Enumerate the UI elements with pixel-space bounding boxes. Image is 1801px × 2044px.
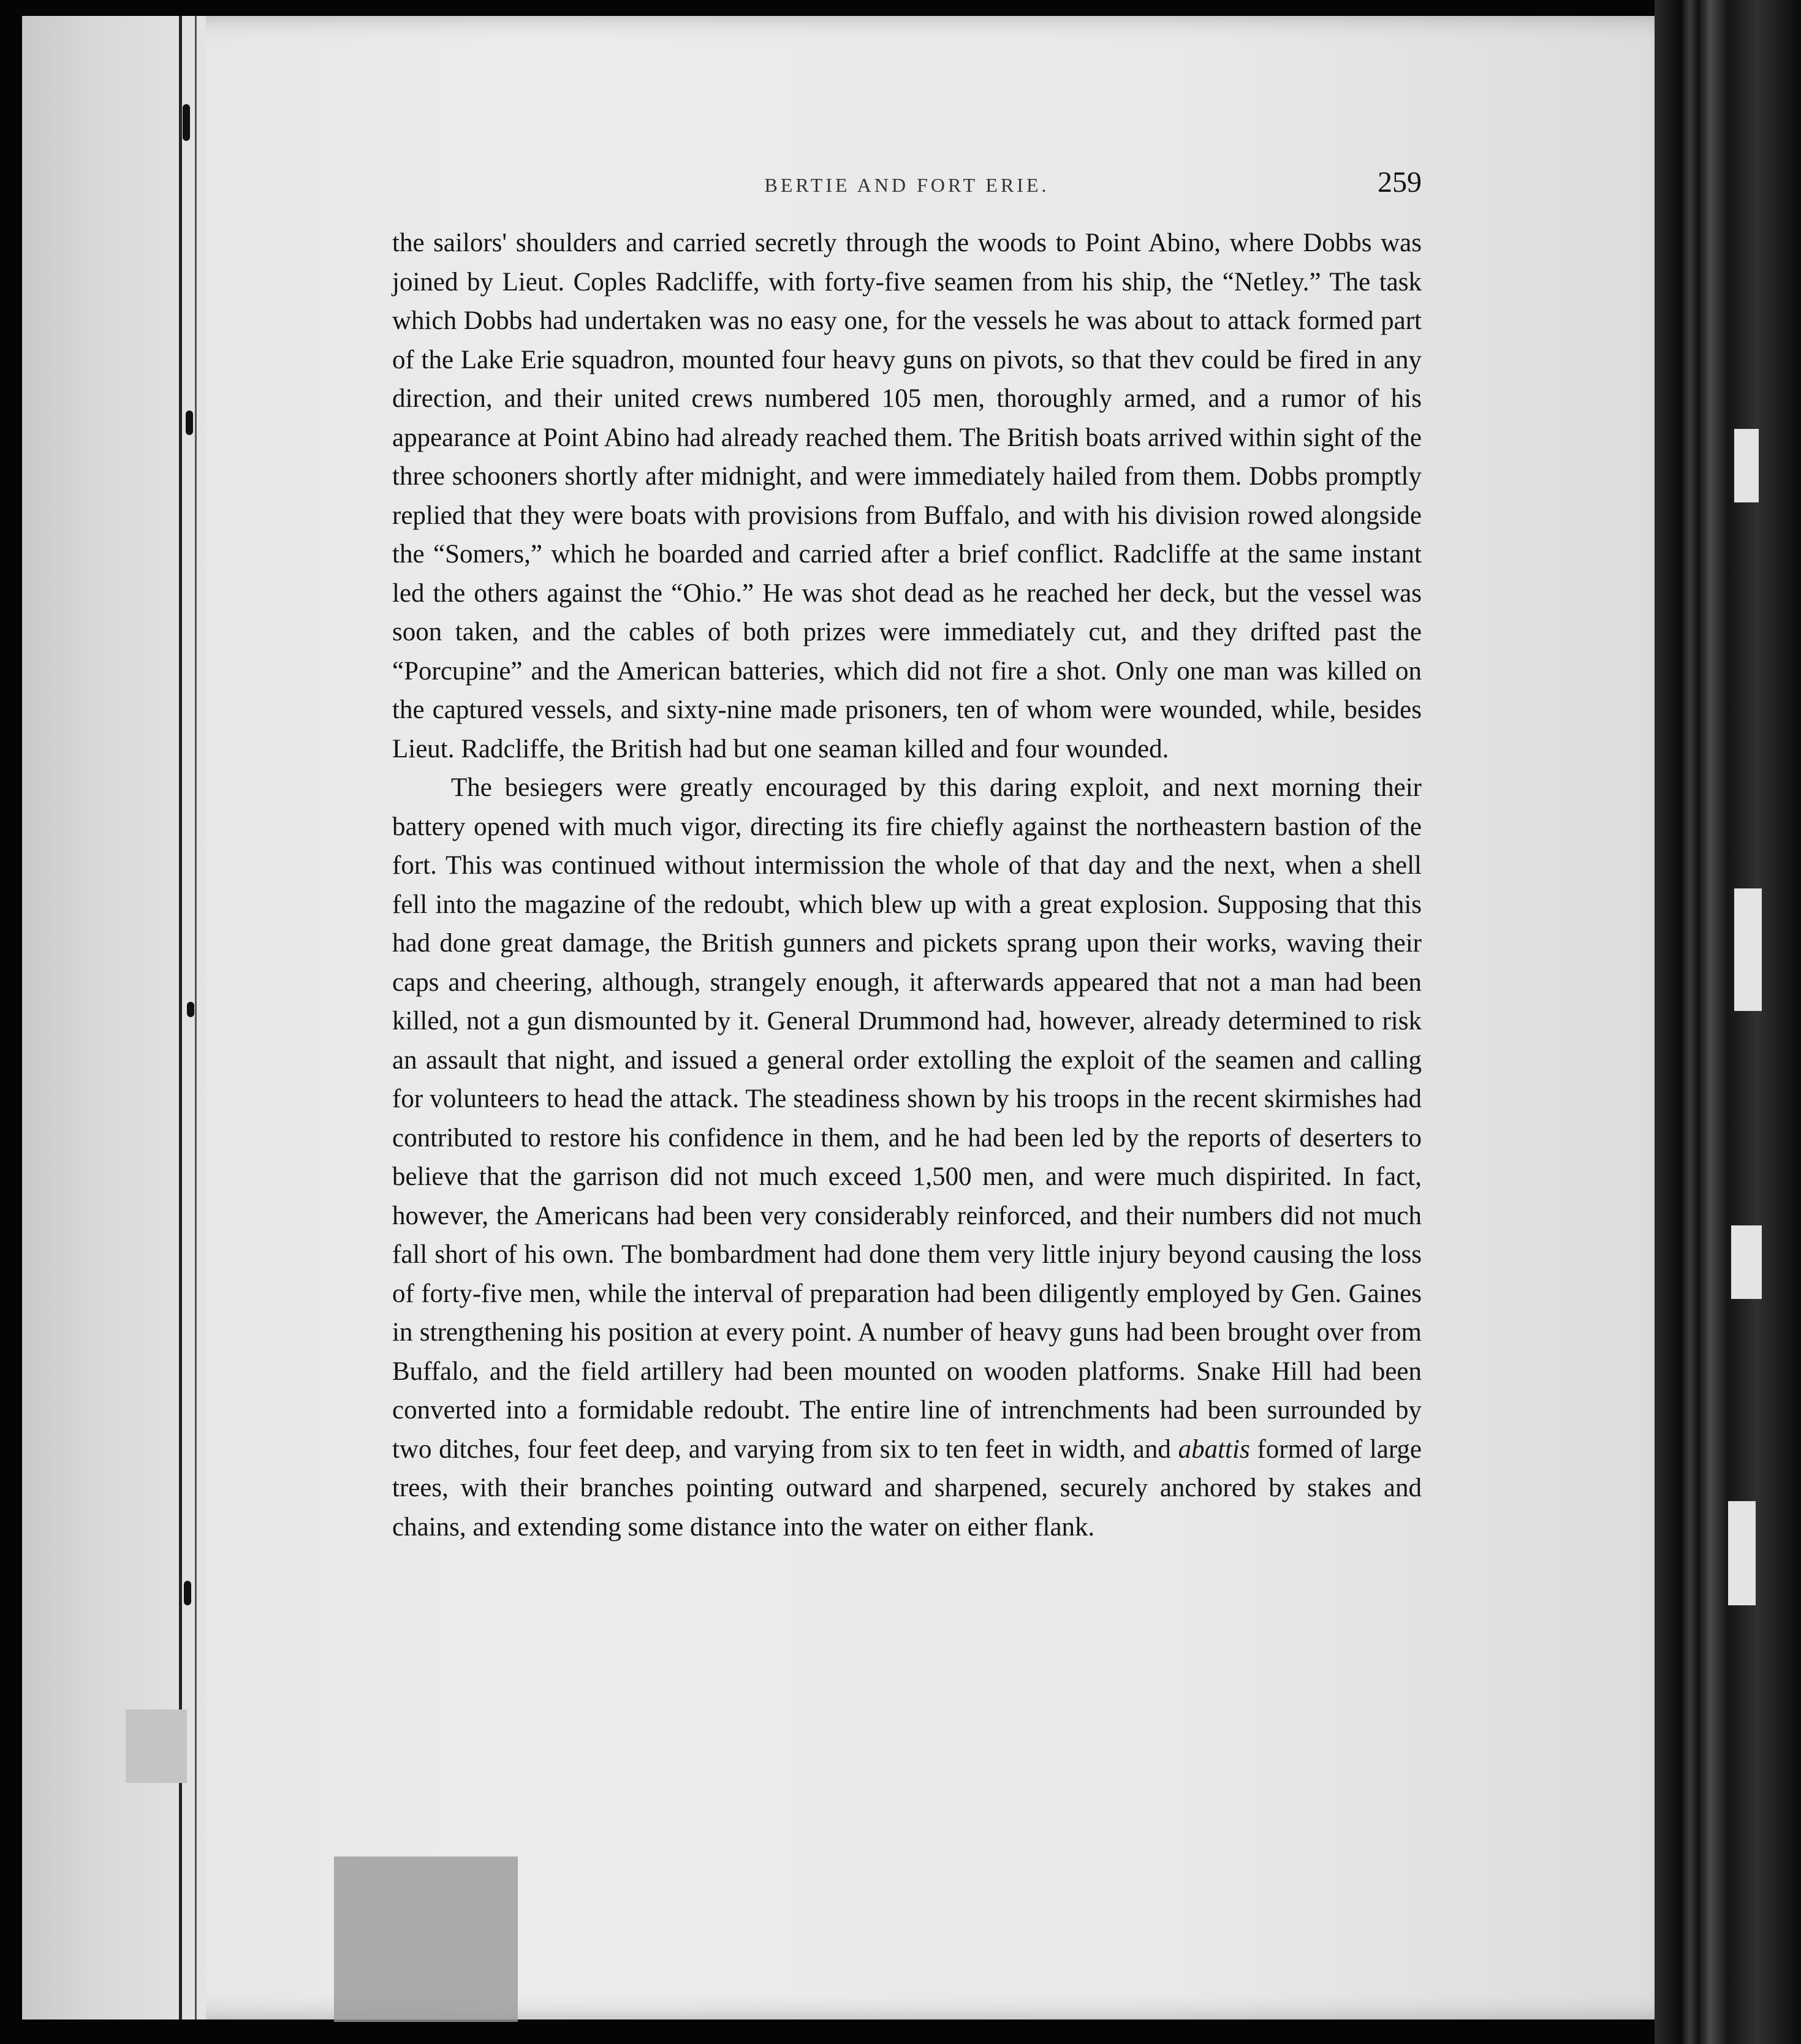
paragraph <box>392 768 1422 1546</box>
paragraph-text: The besiegers were greatly encouraged by this daring exploit, and next morning their battery opened with much vigor, directing its fire chiefly against the northeastern bastion of the fort. This was continued without intermission the whole of that day and the next, when a shell fell into the magazine of the redoubt, which blew up with a great explosion. Supposing that this had done great damage, the British gunners and pickets sprang upon their works, waving their caps and cheering, although, strangely enough, it afterwards appeared that not a man had been killed, not a gun dismounted by it. General Drummond had, however, already determined to risk an assault that night, and issued a general order extolling the exploit of the seamen and calling for volunteers to head the attack. The steadiness shown by his troops in the recent skirmishes had contributed to restore his confidence in them, and he had been led by the reports of deserters to believe that the garrison did not much exceed 1,500 men, and were much dispirited. In fact, however, the Americans had been very considerably reinforced, and their numbers did not much fall short of his own. The bombardment had done them very little injury beyond causing the loss of forty-five men, while the interval of preparation had been diligently employed by Gen. Gaines in strengthening his position at every point. A number of heavy guns had been brought over from Buffalo, and the field artillery had been mounted on wooden platforms. Snake Hill had been converted into a formidable redoubt. The entire line of intrenchments had been surrounded by two ditches, four feet deep, and varying from six to ten feet in width, and <box>392 773 1422 1464</box>
page-edge-fragment <box>1731 1225 1762 1299</box>
body-text <box>392 224 1422 1546</box>
running-head: BERTIE AND FORT ERIE. <box>764 174 1050 196</box>
gutter-fold-line-secondary <box>195 16 197 2019</box>
page-edge-fragment <box>1734 888 1762 1011</box>
binding-stitch-mark <box>186 411 193 435</box>
page-edge-fragment <box>1728 1501 1756 1605</box>
book-cover-edge <box>1655 0 1801 2044</box>
binding-stitch-mark <box>183 104 190 141</box>
paragraph <box>392 224 1422 768</box>
italic-text: abattis <box>1178 1434 1250 1464</box>
binding-stitch-mark <box>184 1581 191 1605</box>
page-header <box>392 165 1422 208</box>
paragraph-text: the sailors' shoulders and carried secretly through the woods to Point Abino, where Dobbs was joined by Lieut. Coples Radcliffe, with forty-five seamen from his ship, the “Netley.” The task which Dobbs had undertaken was no easy one, for the vessels he was about to attack formed part of the Lake Erie squadron, mounted four heavy guns on pivots, so that thev could be fired in any direction, and their united crews numbered 105 men, thoroughly armed, and a rumor of his appearance at Point Abino had already reached them. The British boats arrived within sight of the three schooners shortly after midnight, and were immediately hailed from them. Dobbs promptly replied that they were boats with provisions from Buffalo, and with his division rowed alongside the “Somers,” which he boarded and carried after a brief conflict. Radcliffe at the same instant led the others against the “Ohio.” He was shot dead as he reached her deck, but the vessel was soon taken, and the cables of both prizes were immediately cut, and they drifted past the “Porcupine” and the American batteries, which did not fire a shot. Only one man was killed on the captured vessels, and sixty-nine made prisoners, ten of whom were wounded, while, besides Lieut. Radcliffe, the British had but one seaman killed and four wounded. <box>392 229 1422 763</box>
tape-patch <box>334 1857 518 2022</box>
page-edge-fragment <box>1734 429 1759 502</box>
tape-patch <box>126 1709 187 1783</box>
page-number: 259 <box>1378 166 1422 199</box>
paragraph-text: formed of large trees, with their branches pointing outward and sharpened, securely anchored by stakes and chains, and extending some distance into the water on either flank. <box>392 1434 1422 1542</box>
binding-stitch-mark <box>187 1002 194 1017</box>
